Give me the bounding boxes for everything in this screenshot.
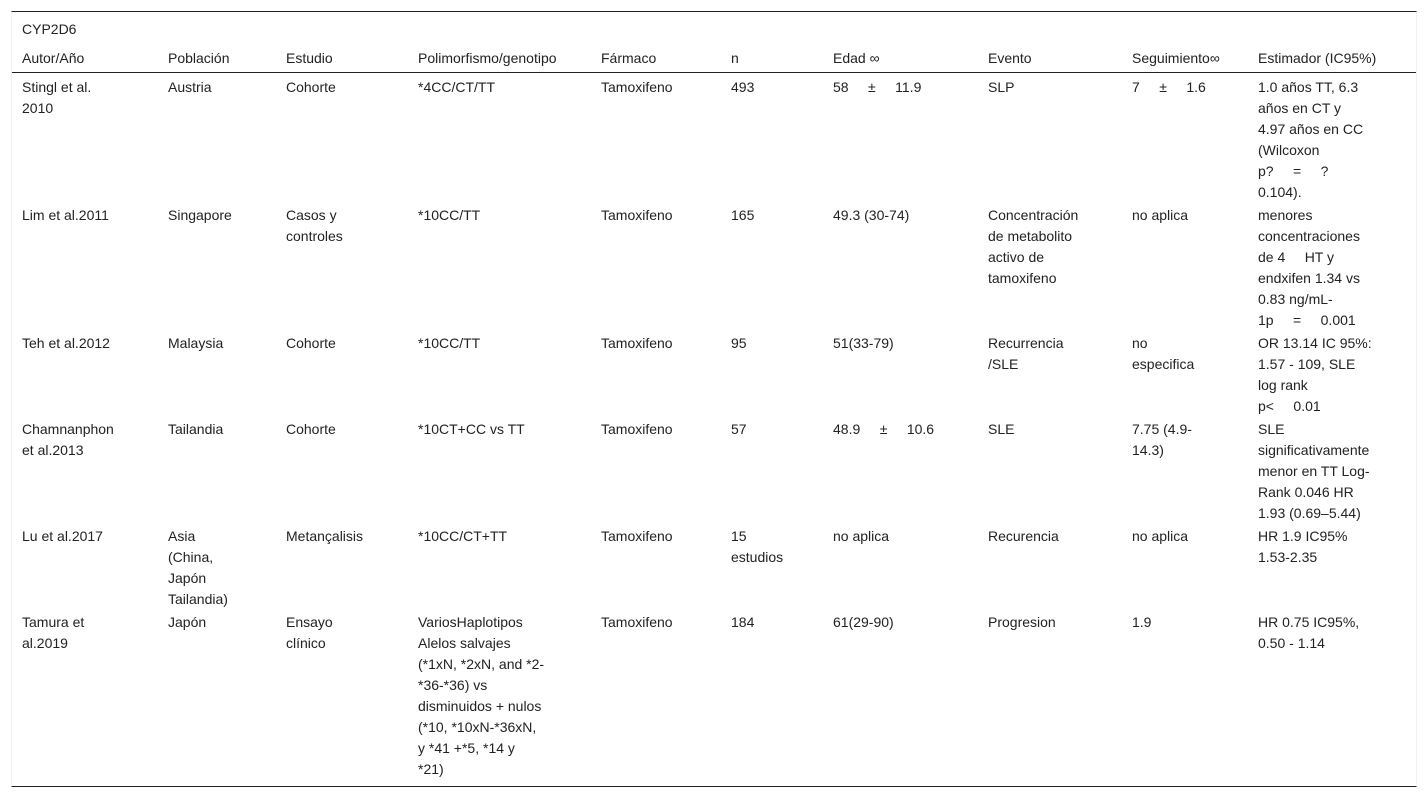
table-cell-poblacion: Tailandia: [168, 421, 224, 437]
header-estudio: Estudio: [286, 50, 333, 66]
header-polimorfismo: Polimorfismo/genotipo: [418, 50, 557, 66]
table-cell-polimorfismo: *10CC/TT: [418, 335, 481, 351]
table-cell-evento: Recurencia: [988, 528, 1059, 544]
table-cell-poblacion: Japón: [168, 614, 207, 630]
table-cell-evento: SLE: [988, 421, 1015, 437]
table-cell-estudio: Metançalisis: [286, 528, 364, 544]
table-frame: [11, 11, 1417, 787]
header-autor: Autor/Año: [22, 50, 85, 66]
header-estimador: Estimador (IC95%): [1258, 50, 1377, 66]
table-cell-edad: 49.3 (30-74): [833, 207, 910, 223]
table-cell-edad: 58 ± 11.9: [833, 79, 922, 95]
header-poblacion: Población: [168, 50, 230, 66]
table-cell-farmaco: Tamoxifeno: [601, 528, 673, 544]
table-cell-autor: Tamura et al.2019: [22, 614, 85, 651]
header-seguimiento: Seguimiento∞: [1132, 50, 1220, 66]
table-cell-edad: 48.9 ± 10.6: [833, 421, 935, 437]
table-cell-polimorfismo: VariosHaplotipos Alelos salvajes (*1xN, *2xN, and *2- *36-*36) vs disminuidos + nulos (*10, *10xN-*36xN, y *41 +*5, *14 y *21): [418, 614, 545, 777]
table-cell-n: 493: [731, 79, 755, 95]
table-cell-poblacion: Singapore: [168, 207, 232, 223]
table-cell-polimorfismo: *10CT+CC vs TT: [418, 421, 525, 437]
table-cell-seguimiento: 7 ± 1.6: [1132, 79, 1206, 95]
header-n: n: [731, 50, 739, 66]
table-cell-estimador: HR 1.9 IC95% 1.53-2.35: [1258, 528, 1348, 565]
table-cell-farmaco: Tamoxifeno: [601, 614, 673, 630]
table-cell-n: 184: [731, 614, 755, 630]
table-cell-autor: Chamnanphon et al.2013: [22, 421, 114, 458]
table-cell-estimador: menores concentraciones de 4 HT y endxifen 1.34 vs 0.83 ng/mL- 1p = 0.001: [1258, 207, 1360, 328]
table-cell-evento: SLP: [988, 79, 1015, 95]
table-cell-evento: Concentración de metabolito activo de tamoxifeno: [988, 207, 1079, 286]
table-cell-estimador: OR 13.14 IC 95%: 1.57 - 109, SLE log rank p< 0.01: [1258, 335, 1372, 414]
table-cell-n: 165: [731, 207, 755, 223]
table-cell-farmaco: Tamoxifeno: [601, 335, 673, 351]
table-cell-autor: Stingl et al. 2010: [22, 79, 92, 116]
table-cell-estimador: HR 0.75 IC95%, 0.50 - 1.14: [1258, 614, 1360, 651]
header-edad: Edad ∞: [833, 50, 880, 66]
table-cell-edad: no aplica: [833, 528, 890, 544]
table-cell-farmaco: Tamoxifeno: [601, 421, 673, 437]
table-cell-autor: Lim et al.2011: [22, 207, 109, 223]
table-cell-estudio: Ensayo clínico: [286, 614, 333, 651]
table-cell-polimorfismo: *4CC/CT/TT: [418, 79, 495, 95]
table-cell-edad: 61(29-90): [833, 614, 894, 630]
table-cell-n: 95: [731, 335, 747, 351]
table-cell-estudio: Casos y controles: [286, 207, 343, 244]
table-cell-seguimiento: no aplica: [1132, 207, 1189, 223]
header-divider: [12, 72, 1416, 73]
table-cell-evento: Progresion: [988, 614, 1056, 630]
table-cell-n: 15 estudios: [731, 528, 784, 565]
table-cell-poblacion: Asia (China, Japón Tailandia): [168, 528, 228, 607]
table-cell-farmaco: Tamoxifeno: [601, 207, 673, 223]
table-cell-seguimiento: 1.9: [1132, 614, 1152, 630]
table-cell-evento: Recurrencia /SLE: [988, 335, 1064, 372]
table-cell-seguimiento: 7.75 (4.9- 14.3): [1132, 421, 1192, 458]
table-cell-estimador: 1.0 años TT, 6.3 años en CT y 4.97 años en CC (Wilcoxon p? = ? 0.104).: [1258, 79, 1364, 200]
table-cell-estimador: SLE significativamente menor en TT Log- Rank 0.046 HR 1.93 (0.69–5.44): [1258, 421, 1370, 521]
table-cell-seguimiento: no aplica: [1132, 528, 1189, 544]
table-cell-n: 57: [731, 421, 747, 437]
header-farmaco: Fármaco: [601, 50, 657, 66]
table-cell-poblacion: Austria: [168, 79, 212, 95]
table-cell-estudio: Cohorte: [286, 421, 336, 437]
table-cell-estudio: Cohorte: [286, 335, 336, 351]
table-cell-autor: Teh et al.2012: [22, 335, 110, 351]
table-cell-estudio: Cohorte: [286, 79, 336, 95]
table-cell-poblacion: Malaysia: [168, 335, 224, 351]
table-cell-polimorfismo: *10CC/TT: [418, 207, 481, 223]
table-cell-seguimiento: no especifica: [1132, 335, 1195, 372]
table-group-title: CYP2D6: [22, 21, 77, 37]
table-cell-edad: 51(33-79): [833, 335, 894, 351]
table-cell-autor: Lu et al.2017: [22, 528, 103, 544]
table-cell-farmaco: Tamoxifeno: [601, 79, 673, 95]
table-cell-polimorfismo: *10CC/CT+TT: [418, 528, 508, 544]
header-evento: Evento: [988, 50, 1032, 66]
